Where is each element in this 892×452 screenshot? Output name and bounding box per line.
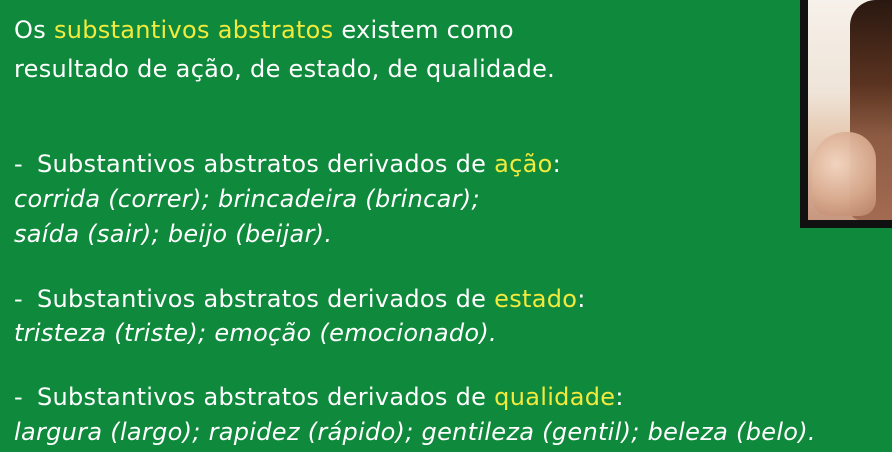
qualidade-bullet-dash: - [14,383,23,411]
acao-examples-line-1: corrida (correr); brincadeira (brincar); [14,185,480,213]
acao-heading-highlight: ação [494,150,553,178]
acao-bullet-dash: - [14,150,23,178]
webcam-overlay [800,0,892,228]
estado-heading-text: Substantivos abstratos derivados de [36,285,495,313]
intro-line-2: resultado de ação, de estado, de qualidade. [14,55,556,83]
acao-heading [14,148,561,180]
estado-heading [14,283,586,315]
estado-heading-colon: : [577,285,586,313]
qualidade-heading-highlight: qualidade [494,383,616,411]
estado-bullet-dash: - [14,285,23,313]
webcam-presenter-hand [812,132,876,216]
intro-text-pre: Os [14,16,54,44]
estado-heading-highlight: estado [494,285,578,313]
webcam-video-feed [808,0,892,220]
intro-line-1 [14,14,514,46]
intro-highlight: substantivos abstratos [53,16,334,44]
acao-heading-text: Substantivos abstratos derivados de [36,150,495,178]
qualidade-heading [14,381,624,413]
qualidade-heading-colon: : [615,383,624,411]
acao-heading-colon: : [552,150,562,178]
qualidade-heading-text: Substantivos abstratos derivados de [36,383,495,411]
estado-examples-line: tristeza (triste); emoção (emocionado). [14,319,497,347]
qualidade-examples-line: largura (largo); rapidez (rápido); gentileza (gentil); beleza (belo). [14,418,816,446]
intro-text-post: existem como [333,16,514,44]
acao-examples-line-2: saída (sair); beijo (beijar). [14,220,333,248]
